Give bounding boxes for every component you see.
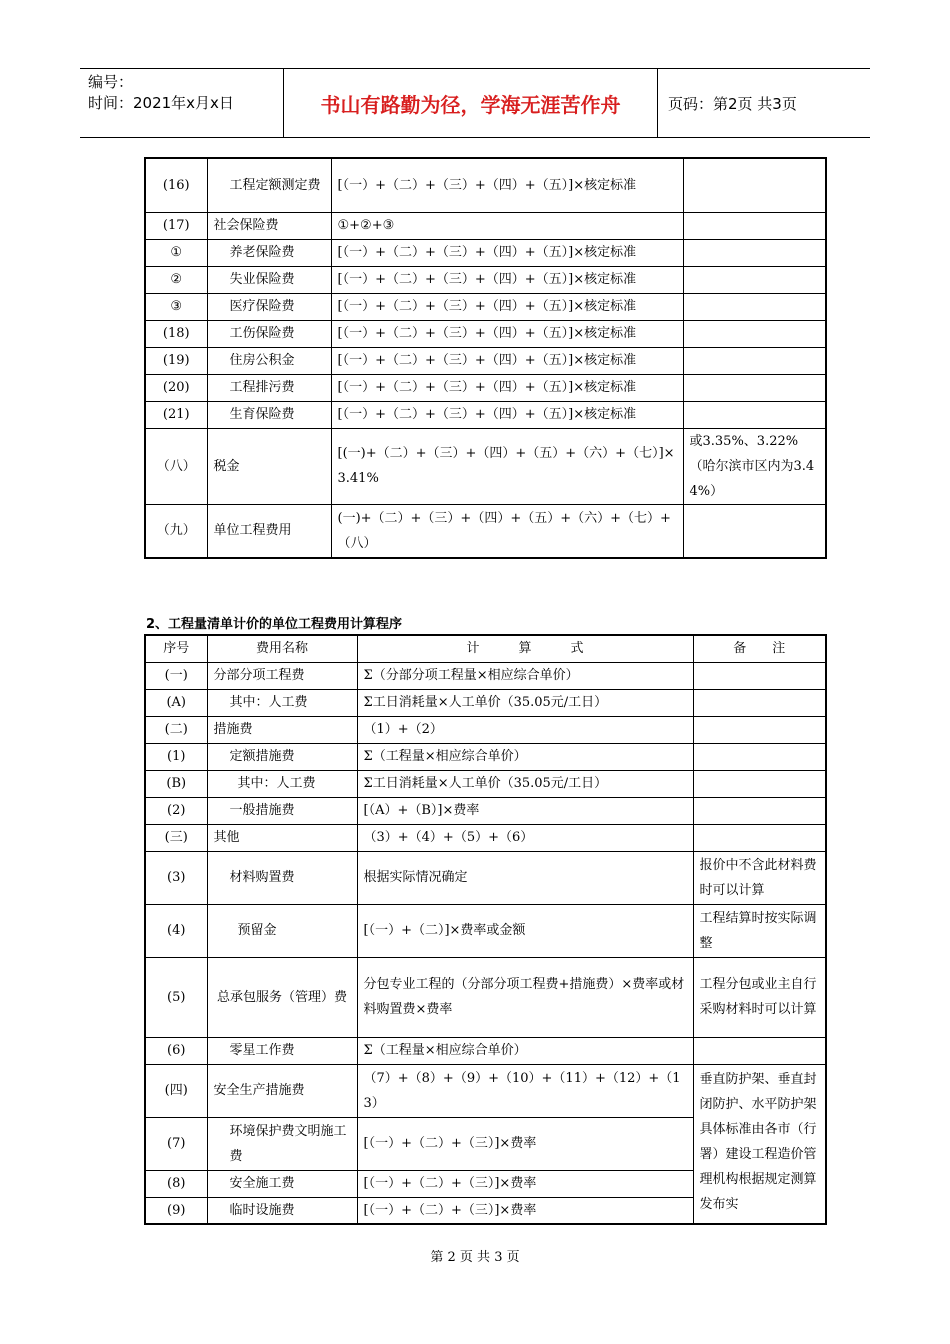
row-number: (2): [145, 797, 207, 824]
fee-name: 工程排污费: [207, 374, 331, 401]
fee-name: 生育保险费: [207, 401, 331, 428]
fee-name: 定额措施费: [207, 743, 357, 770]
table-row: [145, 1037, 826, 1064]
table-row: [145, 743, 826, 770]
row-number: (17): [145, 212, 207, 239]
fee-name: 工程定额测定费: [207, 158, 331, 212]
table-row: [145, 957, 826, 1037]
table-row: [145, 797, 826, 824]
fee-name: 预留金: [207, 904, 357, 957]
fee-note: [693, 797, 826, 824]
header-motto: 书山有路勤为径，学海无涯苦作舟: [284, 69, 658, 137]
fee-name: 医疗保险费: [207, 293, 331, 320]
bill-of-quantities-fee-table: [144, 634, 827, 1225]
row-number: (5): [145, 957, 207, 1037]
row-number: (9): [145, 1197, 207, 1224]
fee-formula: [（一）+（二）+（三）+（四）+（五）]×核定标准: [331, 158, 683, 212]
fee-note: [683, 239, 826, 266]
fee-note: [693, 689, 826, 716]
row-number: (4): [145, 904, 207, 957]
row-number: ②: [145, 266, 207, 293]
row-number: (四): [145, 1064, 207, 1117]
table-row: [145, 266, 826, 293]
fee-formula: （1）+（2）: [357, 716, 693, 743]
fee-formula: [（一）+（二）+（三）+（四）+（五）]×核定标准: [331, 401, 683, 428]
section-title: 2、工程量清单计价的单位工程费用计算程序: [146, 617, 403, 632]
document-number-label: 编号：: [88, 73, 134, 91]
fee-formula: [（一）+（二）+（三）+（四）+（五）]×核定标准: [331, 239, 683, 266]
fee-formula: [(一)+（二）+（三）+（四）+（五）+（六）+（七）]×3.41%: [331, 428, 683, 504]
row-number: ①: [145, 239, 207, 266]
fee-note: [683, 293, 826, 320]
fee-note: [693, 662, 826, 689]
row-number: (B): [145, 770, 207, 797]
fee-formula: [（一）+（二）+（三）]×费率: [357, 1117, 693, 1170]
table-row: [145, 904, 826, 957]
fee-note: [693, 770, 826, 797]
fee-name: 总承包服务（管理）费: [207, 957, 357, 1037]
fee-formula: [（一）+（二）+（三）+（四）+（五）]×核定标准: [331, 374, 683, 401]
fee-name: 其中：人工费: [207, 689, 357, 716]
row-number: (3): [145, 851, 207, 904]
table-header-row: [145, 635, 826, 662]
table-row: [145, 239, 826, 266]
fee-name: 零星工作费: [207, 1037, 357, 1064]
table-row: [145, 320, 826, 347]
fee-formula: （3）+（4）+（5）+（6）: [357, 824, 693, 851]
fee-name: 失业保险费: [207, 266, 331, 293]
fee-formula: [（一）+（二）]×费率或金额: [357, 904, 693, 957]
fee-formula: [（一）+（二）+（三）+（四）+（五）]×核定标准: [331, 347, 683, 374]
fee-name: 措施费: [207, 716, 357, 743]
table-row: [145, 401, 826, 428]
table-row: [145, 293, 826, 320]
row-number: (一): [145, 662, 207, 689]
table-row: [145, 824, 826, 851]
fee-formula: 根据实际情况确定: [357, 851, 693, 904]
fee-note: 垂直防护架、垂直封闭防护、水平防护架具体标准由各市（行署）建设工程造价管理机构根据规定测算发布实: [693, 1064, 826, 1224]
table-row: [145, 851, 826, 904]
row-number: ③: [145, 293, 207, 320]
table-row: [145, 158, 826, 212]
fee-note: [683, 266, 826, 293]
fee-formula: Σ工日消耗量×人工单价（35.05元/工日）: [357, 689, 693, 716]
fee-formula: [（一）+（二）+（三）]×费率: [357, 1197, 693, 1224]
fee-formula: Σ（工程量×相应综合单价）: [357, 743, 693, 770]
fee-note: [693, 716, 826, 743]
fee-note: [683, 347, 826, 374]
fee-name: 其他: [207, 824, 357, 851]
fee-formula: （7）+（8）+（9）+（10）+（11）+（12）+（13）: [357, 1064, 693, 1117]
fee-name: 安全生产措施费: [207, 1064, 357, 1117]
row-number: (18): [145, 320, 207, 347]
header-name: 费用名称: [207, 635, 357, 662]
table-row: [145, 212, 826, 239]
document-date: 时间：2021年x月x日: [88, 94, 234, 112]
fee-name: 一般措施费: [207, 797, 357, 824]
fee-note: [683, 374, 826, 401]
header-no: 序号: [145, 635, 207, 662]
row-number: (20): [145, 374, 207, 401]
fee-name: 材料购置费: [207, 851, 357, 904]
fee-name: 养老保险费: [207, 239, 331, 266]
row-number: (6): [145, 1037, 207, 1064]
table-row: [145, 374, 826, 401]
row-number: (三): [145, 824, 207, 851]
row-number: (1): [145, 743, 207, 770]
fee-formula: [（一）+（二）+（三）+（四）+（五）]×核定标准: [331, 293, 683, 320]
fee-name: 社会保险费: [207, 212, 331, 239]
fee-note: [693, 824, 826, 851]
fee-note: 工程分包或业主自行采购材料时可以计算: [693, 957, 826, 1037]
fee-formula: ①+②+③: [331, 212, 683, 239]
fee-formula: 分包专业工程的（分部分项工程费+措施费）×费率或材料购置费×费率: [357, 957, 693, 1037]
table-row: [145, 1064, 826, 1117]
row-number: (21): [145, 401, 207, 428]
table-row: [145, 504, 826, 558]
header-page-info: 页码：第2页 共3页: [668, 94, 797, 113]
row-number: （八）: [145, 428, 207, 504]
table-row: [145, 662, 826, 689]
header-formula: 计 算 式: [357, 635, 693, 662]
fee-note: [693, 743, 826, 770]
fee-name: 临时设施费: [207, 1197, 357, 1224]
fee-name: 安全施工费: [207, 1170, 357, 1197]
row-number: (7): [145, 1117, 207, 1170]
fee-note: [683, 401, 826, 428]
fee-name: 分部分项工程费: [207, 662, 357, 689]
row-number: (16): [145, 158, 207, 212]
fee-table-continued: [144, 157, 827, 559]
fee-name: 住房公积金: [207, 347, 331, 374]
header-left: [80, 69, 284, 137]
fee-note: [683, 212, 826, 239]
fee-formula: [（A）+（B）]×费率: [357, 797, 693, 824]
row-number: (二): [145, 716, 207, 743]
row-number: (A): [145, 689, 207, 716]
fee-name: 工伤保险费: [207, 320, 331, 347]
table-row: [145, 689, 826, 716]
fee-note: 报价中不含此材料费时可以计算: [693, 851, 826, 904]
fee-note: [683, 320, 826, 347]
fee-formula: [（一）+（二）+（三）+（四）+（五）]×核定标准: [331, 266, 683, 293]
fee-note: 工程结算时按实际调整: [693, 904, 826, 957]
fee-name: 环境保护费文明施工费: [207, 1117, 357, 1170]
fee-formula: Σ工日消耗量×人工单价（35.05元/工日）: [357, 770, 693, 797]
table-row: [145, 347, 826, 374]
row-number: (19): [145, 347, 207, 374]
fee-formula: Σ（分部分项工程量×相应综合单价）: [357, 662, 693, 689]
fee-name: 其中：人工费: [207, 770, 357, 797]
page-footer: 第 2 页 共 3 页: [430, 1250, 520, 1265]
table-row: [145, 716, 826, 743]
header-note: 备 注: [693, 635, 826, 662]
fee-note: [683, 158, 826, 212]
row-number: (8): [145, 1170, 207, 1197]
table-row: [145, 770, 826, 797]
fee-formula: [（一）+（二）+（三）]×费率: [357, 1170, 693, 1197]
fee-formula: [（一）+（二）+（三）+（四）+（五）]×核定标准: [331, 320, 683, 347]
fee-name: 税金: [207, 428, 331, 504]
page-header: [80, 68, 870, 138]
fee-formula: (一)+（二）+（三）+（四）+（五）+（六）+（七）+（八）: [331, 504, 683, 558]
fee-note: 或3.35%、3.22%（哈尔滨市区内为3.44%）: [683, 428, 826, 504]
table-row: [145, 428, 826, 504]
fee-formula: Σ（工程量×相应综合单价）: [357, 1037, 693, 1064]
fee-note: [693, 1037, 826, 1064]
fee-note: [683, 504, 826, 558]
row-number: （九）: [145, 504, 207, 558]
fee-name: 单位工程费用: [207, 504, 331, 558]
